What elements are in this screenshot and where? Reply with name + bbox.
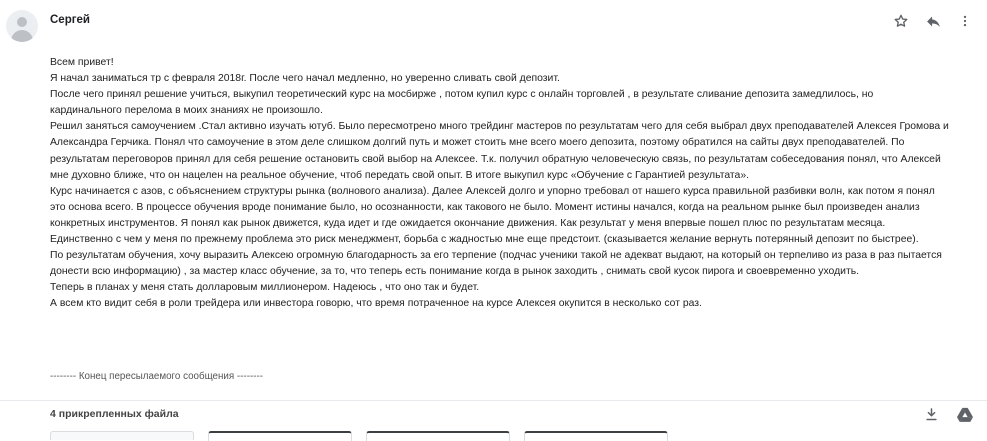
attachments-title: 4 прикрепленных файла xyxy=(50,408,179,420)
more-options-button[interactable] xyxy=(951,10,979,32)
sender-name[interactable]: Сергей xyxy=(50,14,90,26)
message-line: Курс начинается с азов, с объяснением структуры рынка (волнового анализа). Далее Алексей долго и упорно требовал от нашего курса правильной разбивки волн, как потом я понял xyxy=(50,185,935,197)
message-line: Теперь в планах у меня стать долларовым миллионером. Надеюсь , что оно так и будет. xyxy=(50,282,480,294)
avatar-head-shape xyxy=(17,17,27,27)
message-line: Единственно с чем у меня по прежнему проблема это риск менеджмент, борьба с жадностью мне еще предстоит. (сказывается желание вернуть потерянный депозит по быстрее). xyxy=(50,234,919,246)
attachments-divider xyxy=(0,400,987,401)
star-outline-icon xyxy=(893,13,909,29)
reply-icon xyxy=(925,13,942,30)
message-line: По результатам обучения, хочу выразить Алексею огромную благодарность за его терпение (подчас ученики такой не адекват выдают, на который он терпеливо из раза в раз пытается xyxy=(50,250,942,262)
message-line: мне духовно ближе, что он нацелен на реальное обучение, чтоб передать свой опыт. В итоге выкупил курс «Обучение с Гарантией результата». xyxy=(50,169,749,181)
message-line: кардинального перелома в моих знаниях не произошло. xyxy=(50,105,323,117)
message-line: донести всю информацию) , за мастер класс обучение, за то, что теперь есть понимание когда в рынок заходить , снимать свой кусок пирога и своевременно уходить. xyxy=(50,266,860,278)
google-drive-icon xyxy=(957,407,973,422)
message-line: Всем привет! xyxy=(50,57,114,68)
message-line: После чего принял решение учиться, выкупил теоретический курс на мосбирже , потом купил курс с онлайн торговлей , в результате сливание депозита замедлилось, но xyxy=(50,89,874,101)
attachment-thumbnail[interactable] xyxy=(366,431,510,441)
attachment-thumbnail[interactable] xyxy=(50,431,194,440)
download-icon xyxy=(924,407,939,422)
message-line: А всем кто видит себя в роли трейдера или инвестора говорю, что время потраченное на курсе Алексея окупится в несколько сот раз. xyxy=(50,298,702,310)
message-line: Решил заняться самоучением .Стал активно изучать ютуб. Было пересмотрено много трейдинг мастеров по результатам чего для себя выбрал двух преподавателей Алексея Громова и xyxy=(50,121,949,133)
attachment-thumbnail[interactable] xyxy=(524,431,668,441)
attachments-actions xyxy=(917,403,979,425)
avatar-body-shape xyxy=(11,30,33,42)
star-button[interactable] xyxy=(887,10,915,32)
message-body xyxy=(50,55,975,313)
sender-avatar[interactable] xyxy=(6,10,38,42)
message-line: это основа всего. В процессе обучения вроде понимание было, но осознанности, как такового не было. Момент истины начался, когда на реальном рынке был произведен анализ xyxy=(50,201,920,213)
message-line: Я начал заниматься тр с февраля 2018г. После чего начал медленно, но уверенно сливать свой депозит. xyxy=(50,73,560,85)
message-actions xyxy=(887,10,979,32)
download-all-button[interactable] xyxy=(917,403,945,425)
attachment-thumbnail[interactable] xyxy=(208,431,352,441)
reply-button[interactable] xyxy=(919,10,947,32)
more-vert-icon xyxy=(958,13,972,29)
message-line: конкретных инструментов. Я понял как рынок движется, куда идет и где ожидается окончание движения. Как результат у меня впервые пошел плюс по результатам месяца. xyxy=(50,217,886,229)
message-line: результатам переговоров принял для себя решение остановить свой выбор на Алексее. Т.к. получил обратную человеческую связь, по результатам собеседования понял, что Алексей xyxy=(50,153,941,165)
forwarded-message-end-marker: -------- Конец пересылаемого сообщения -------- xyxy=(50,371,264,382)
message-line: Александра Герчика. Понял что самоучение в этом деле слишком долгий путь и может стоить мне всего моего депозита, поэтому обратился на сайты двух преподавателей. По xyxy=(50,137,905,149)
save-to-drive-button[interactable] xyxy=(951,403,979,425)
attachment-thumbnails xyxy=(50,431,668,441)
